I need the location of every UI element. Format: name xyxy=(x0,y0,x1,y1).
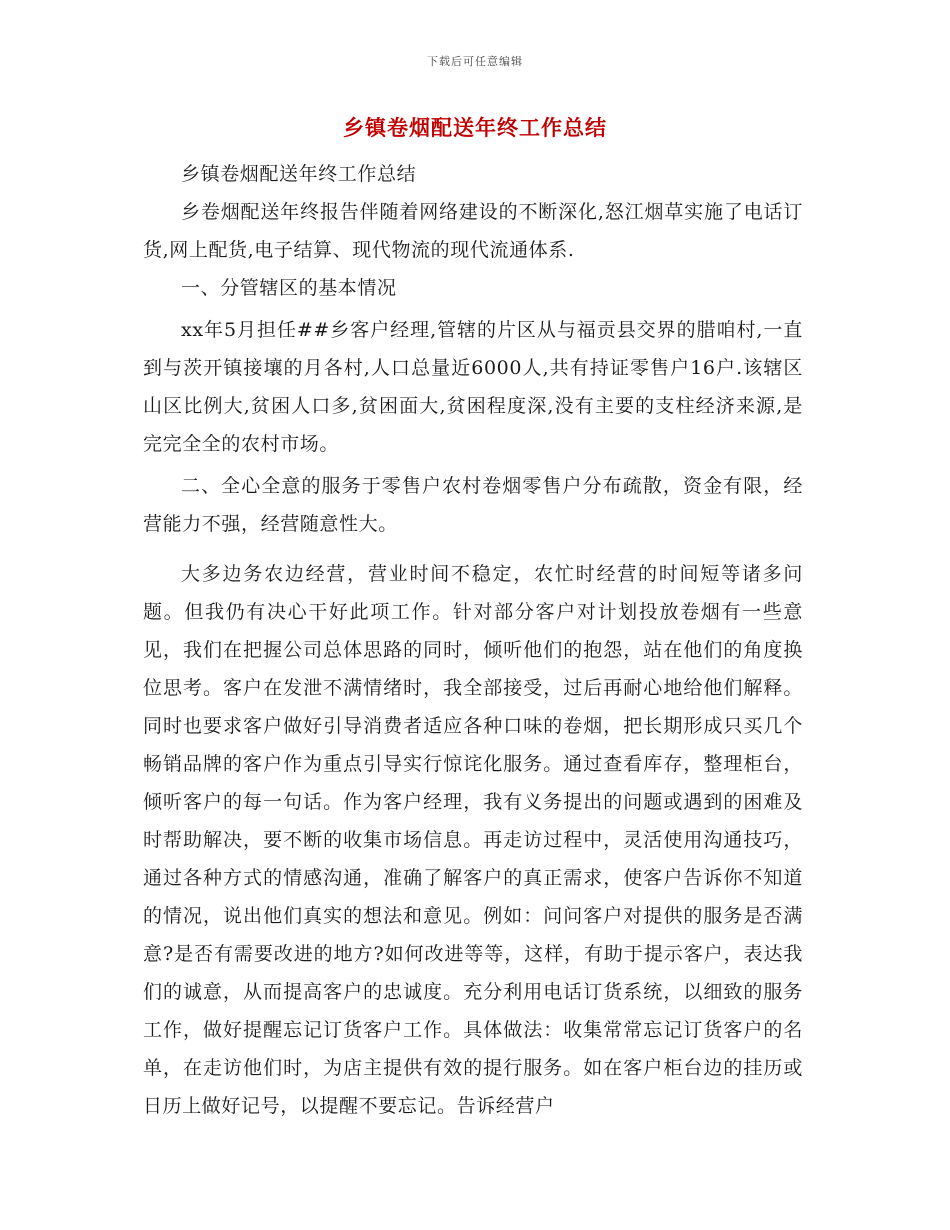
paragraph-intro: 乡卷烟配送年终报告伴随着网络建设的不断深化,怒江烟草实施了电话订货,网上配货,电子结算、现代物流的现代流通体系. xyxy=(143,201,803,261)
paragraph-subtitle: 乡镇卷烟配送年终工作总结 xyxy=(181,163,417,185)
document-title: 乡镇卷烟配送年终工作总结 xyxy=(343,116,607,140)
section-heading-1: 一、分管辖区的基本情况 xyxy=(181,277,397,299)
header-note: 下载后可任意编辑 xyxy=(427,55,523,68)
paragraph-district: xx年5月担任##乡客户经理,管辖的片区从与福贡县交界的腊咱村,一直到与茨开镇接壤的月各村,人口总量近6000人,共有持证零售户16户.该辖区山区比例大,贫困人口多,贫困面大,贫困程度深,没有主要的支柱经济来源,是完完全全的农村市场。 xyxy=(143,319,803,455)
paragraph-service: 大多边务农边经营，营业时间不稳定，农忙时经营的时间短等诸多问题。但我仍有决心干好此项工作。针对部分客户对计划投放卷烟有一些意见，我们在把握公司总体思路的同时，倾听他们的抱怨，站在他们的角度换位思考。客户在发泄不满情绪时，我全部接受，过后再耐心地给他们解释。同时也要求客户做好引导消费者适应各种口味的卷烟，把长期形成只买几个畅销品牌的客户作为重点引导实行惊诧化服务。通过查看库存，整理柜台，倾听客户的每一句话。作为客户经理，我有义务提出的问题或遇到的困难及时帮助解决，要不断的收集市场信息。再走访过程中，灵活使用沟通技巧，通过各种方式的情感沟通，准确了解客户的真正需求，使客户告诉你不知道的情况，说出他们真实的想法和意见。例如：问问客户对提供的服务是否满意?是否有需要改进的地方?如何改进等等，这样，有助于提示客户，表达我们的诚意，从而提高客户的忠诚度。充分利用电话订货系统，以细致的服务工作，做好提醒忘记订货客户工作。具体做法：收集常常忘记订货客户的名单，在走访他们时，为店主提供有效的提行服务。如在客户柜台边的挂历或日历上做好记号，以提醒不要忘记。告诉经营户 xyxy=(143,563,803,1117)
document-body xyxy=(143,155,803,1125)
section-heading-2: 二、全心全意的服务于零售户农村卷烟零售户分布疏散，资金有限，经营能力不强，经营随意性大。 xyxy=(143,475,803,535)
